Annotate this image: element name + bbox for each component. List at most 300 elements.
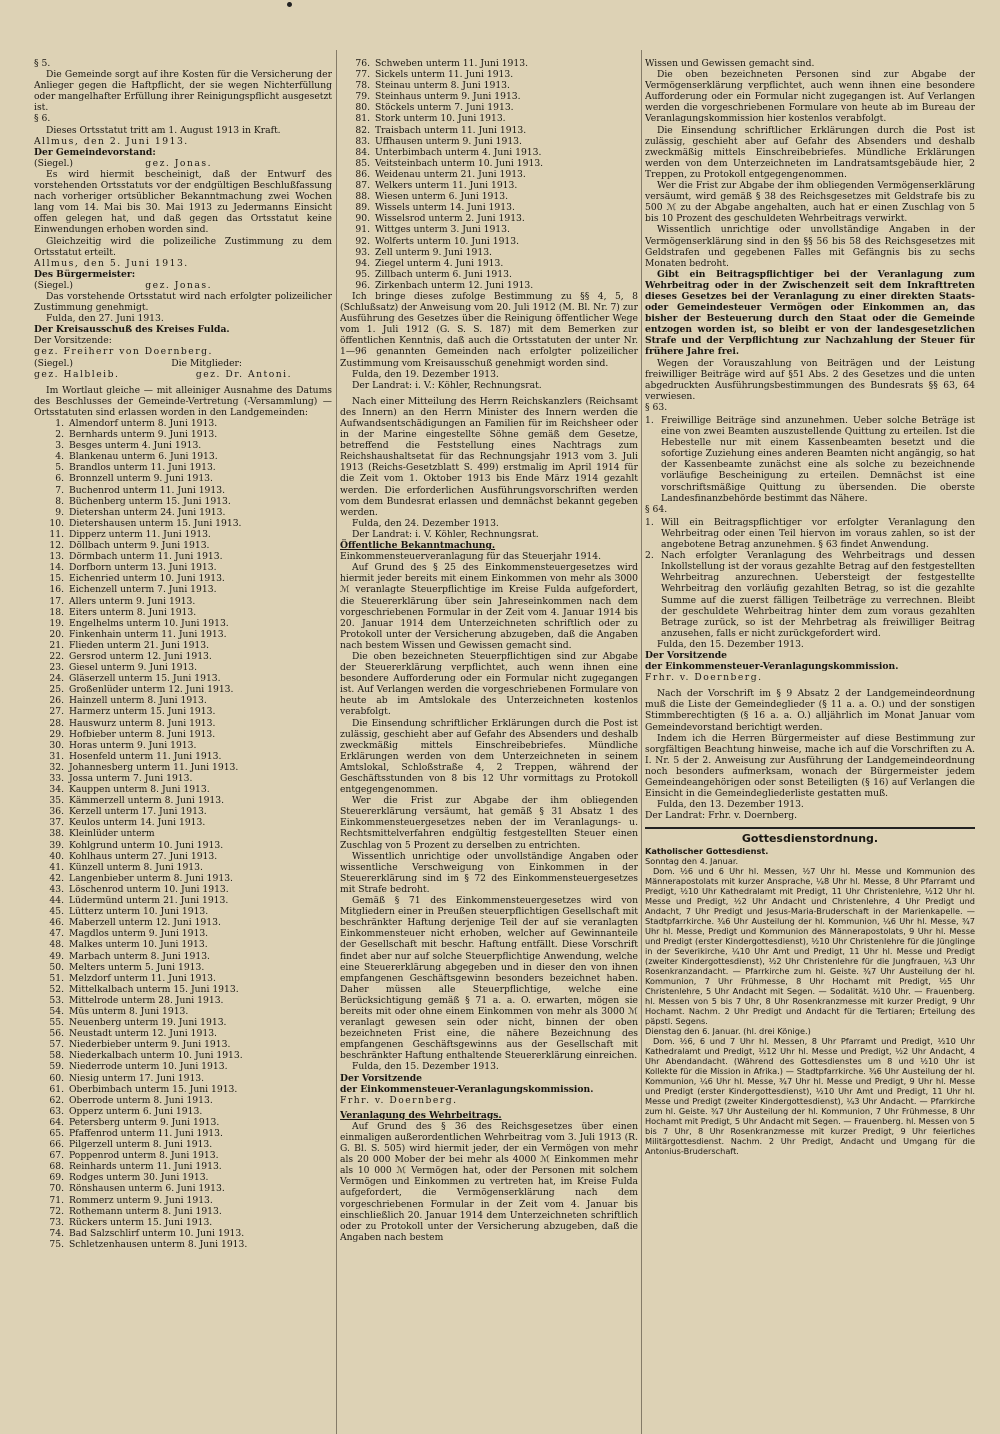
item-text: Dorfborn unterm 13. Juni 1913. [69,562,217,574]
item-number: 27. [49,706,64,718]
item-text: Dietershausen unterm 15. Juni 1913. [69,517,242,529]
item-text: Hauswurz unterm 8. Juni 1913. [69,717,216,729]
item-text: Künzell unterm 8. Juni 1913. [69,861,203,873]
municipality-item [340,224,638,235]
item-text: Buchenrod unterm 11. Juni 1913. [69,484,226,496]
item-text: Stork unterm 10. Juni 1913. [375,113,506,125]
notice-title: Öffentliche Bekanntmachung. [340,540,496,552]
item-number: 50. [49,961,64,973]
item-number: 60. [49,1072,64,1084]
list-item: 2. Nach erfolgter Veranlagung des Wehrbeitrags und dessen Inkollstellung ist der voraus gezahlte Betrag auf den festgestellten Wehrbeitrag anzurechnen. Uebersteigt der festgestellte Wehrbeitrag den vorläufig gezahlten Betrag, so ist die gezahlte Summe auf die zuerst fälligen Teilbeträge zu verrechnen. Bleibt der geschuldete Wehrbeitrag hinter dem zum voraus gezahlten Betrage zurück, so ist der Mehrbetrag als freiwilliger Beitrag anzusehen, falls er nicht zurückgefordert wird. [645,550,975,639]
signature: gez. Dr. Antoni. [195,368,292,380]
municipality-item [34,651,332,662]
item-text: Kleinlüder unterm [69,828,155,840]
municipality-item [340,58,638,69]
municipality-item [34,984,332,995]
item-number: 91. [355,224,370,236]
municipality-item [34,540,332,551]
item-number: 44. [49,895,64,907]
item-number: 62. [49,1094,64,1106]
municipality-item [34,1073,332,1084]
item-number: 11. [49,528,64,540]
item-text: Rodges unterm 30. Juni 1913. [69,1172,209,1184]
item-text: Müs unterm 8. Juni 1913. [69,1005,189,1017]
item-number: 2. [55,429,64,441]
paragraph: Dieses Ortsstatut tritt am 1. August 1913 in Kraft. [46,124,281,136]
seal-label: (Siegel.) [34,357,74,369]
paragraph: Wissen und Gewissen gemacht sind. [645,58,815,69]
item-number: 48. [49,939,64,951]
item-text: Eichenzell unterm 7. Juni 1913. [69,584,217,596]
column-rule [336,50,337,1434]
municipality-item [34,695,332,706]
service-order-title: Gottesdienstordnung. [741,832,879,846]
item-number: 21. [49,639,64,651]
item-text: Schweben unterm 11. Juni 1913. [375,58,529,69]
item-number: 6. [55,473,64,485]
item-number: 43. [49,883,64,895]
item-text: Opperz unterm 6. Juni 1913. [69,1105,203,1117]
item-number: 90. [355,213,370,225]
numbered-list [645,415,975,504]
item-text: Marbach unterm 8. Juni 1913. [69,950,210,962]
paragraph: Wissentlich unrichtige oder unvollständige Angaben oder wissentliche Verschweigung von Einkommen in der Steuererklärung sind im § 72 des Einkommensteuergesetzes mit Strafe bedroht. [340,850,638,895]
column-3 [645,58,975,1428]
municipality-item [34,1084,332,1095]
item-number: 56. [49,1028,64,1040]
section-title: Veranlagung des Wehrbeitrags. [340,1109,502,1121]
item-text: Rückers unterm 15. Juni 1913. [69,1216,213,1228]
item-number: 41. [49,861,64,873]
item-text: Hainzell unterm 8. Juni 1913. [69,695,207,707]
municipality-item [340,69,638,80]
municipality-item [340,91,638,102]
item-number: 79. [355,91,370,103]
municipality-item [34,817,332,828]
paragraph: Die Gemeinde sorgt auf ihre Kosten für die Versicherung der Anlieger gegen die Haftpflicht, der sie wegen Nichterfüllung oder mangelhafter Erfüllung ihrer Reinigungspflicht ausgesetzt ist. [34,69,332,114]
signature-line: Der Landrat: Frhr. v. Doernberg. [645,810,798,822]
municipality-item [34,485,332,496]
item-text: Wiesen unterm 6. Juni 1913. [375,191,508,203]
divider [645,827,975,829]
item-number: 85. [355,157,370,169]
item-text: Johannesberg unterm 11. Juni 1913. [69,761,239,773]
item-text: Bronnzell unterm 9. Juni 1913. [69,473,213,485]
list-item: 1. Freiwillige Beiträge sind anzunehmen. Ueber solche Beträge ist eine von zwei Beamten auszustellende Quittung zu erteilen. Ist die Hebestelle nur mit einem Kassenbeamten besetzt und die sofortige Zuziehung eines anderen Beamten nicht angängig, so hat der Kassenbeamte zunächst eine als solche zu bezeichnende vorläufige Bescheinigung zu erteilen. Demnächst ist eine vorschriftsmäßige Quittung zu übersenden. Die oberste Landesfinanzbehörde bestimmt das Nähere. [645,415,975,504]
item-text: Rönshausen unterm 6. Juni 1913. [69,1183,225,1195]
item-text: Keulos unterm 14. Juni 1913. [69,817,206,829]
item-number: 96. [355,279,370,291]
service-text: Dom. ½6, 6 und 7 Uhr hl. Messen, 8 Uhr Pfarramt und Predigt, ½10 Uhr Kathedralamt und Predigt, ½12 Uhr hl. Messe und Predigt, ½2 Uhr Andacht, 4 Uhr Abendandacht. (Während des Gottesdienstes um 8 und ½10 Uhr ist Kollekte für die Mission in Afrika.) — Stadtpfarrkirche. ¾6 Uhr Austeilung der hl. Kommunion, ¼6 Uhr hl. Messe, ¾7 Uhr hl. Messe und Predigt, 9 Uhr hl. Messe und Predigt (erster Kindergottesdienst), ½10 Uhr Amt und Predigt, 11 Uhr hl. Messe und Predigt (zweiter Kindergottesdienst), ¼3 Uhr Andacht. — Pfarrkirche zum hl. Geiste. ¾7 Uhr Austeilung der hl. Kommunion, 7 Uhr Frühmesse, 8 Uhr Hochamt mit Predigt, 5 Uhr Andacht mit Segen. — Frauenberg. hl. Messen von 5 bis 7 Uhr, 8 Uhr Rosenkranzmesse mit kurzer Predigt, 9 Uhr feierliches Militärgottesdienst. Nachm. 2 Uhr Predigt, Andacht und Umgang für die Antonius-Bruderschaft. [645,1036,975,1157]
item-text: Eichenried unterm 10. Juni 1913. [69,573,225,585]
item-number: 38. [49,828,64,840]
item-number: 35. [49,795,64,807]
item-number: 8. [55,495,64,507]
seal-signature-row [34,158,332,169]
chair-label: Der Vorsitzende [645,649,728,661]
item-text: Oberrode unterm 8. Juni 1913. [69,1094,213,1106]
item-number: 73. [49,1216,64,1228]
item-number: 10. [49,517,64,529]
item-number: 47. [49,928,64,940]
municipality-item [34,939,332,950]
item-number: 24. [49,673,64,685]
item-number: 34. [49,784,64,796]
signature-heading: Des Bürgermeister: [34,268,136,280]
municipality-item [34,684,332,695]
item-number: 81. [355,113,370,125]
item-text: Uffhausen unterm 9. Juni 1913. [375,135,522,147]
item-number: 32. [49,761,64,773]
municipality-item [34,1161,332,1172]
item-number: 55. [49,1017,64,1029]
paragraph: Gleichzeitig wird die polizeiliche Zustimmung zu dem Ortsstatut erteilt. [34,235,332,258]
item-text: Büchenberg unterm 15. Juni 1913. [69,495,231,507]
column-rule [641,50,642,1434]
municipality-item [34,1095,332,1106]
item-number: 70. [49,1183,64,1195]
paragraph: Wer die Frist zur Abgabe der ihm obliegenden Steuererklärung versäumt, hat gemäß § 31 Absatz 1 des Einkommensteuergesetzes neben der im Veranlagungs- u. Rechtsmittelverfahren endgültig festgestellten Steuer einen Zuschlag von 5 Prozent zu derselben zu entrichten. [340,795,638,851]
municipality-item [34,740,332,751]
item-number: 74. [49,1227,64,1239]
municipality-item [34,529,332,540]
item-number: 92. [355,235,370,247]
municipality-item [34,1106,332,1117]
municipality-list [340,58,638,291]
item-number: 28. [49,717,64,729]
municipality-item [34,518,332,529]
notice-subtitle: Einkommensteuerveranlagung für das Steuerjahr 1914. [340,551,602,563]
municipality-item [34,1061,332,1072]
item-text: Rommerz unterm 9. Juni 1913. [69,1194,213,1206]
item-text: Niederkalbach unterm 10. Juni 1913. [69,1050,243,1062]
item-text: Maberzell unterm 12. Juni 1913. [69,917,221,929]
item-text: Brandlos unterm 11. Juni 1913. [69,462,216,474]
paragraph: Die Einsendung schriftlicher Erklärungen durch die Post ist zulässig, geschieht aber auf Gefahr des Absenders und deshalb zweckmäßig mittels Einschreibebriefes. Mündliche Erklärungen werden von dem Unterzeichneten im Landratsamtsgebäude hier, 2 Treppen, zu Protokoll entgegengenommen. [645,124,975,180]
item-text: Blankenau unterm 6. Juni 1913. [69,451,218,463]
seal-members-row [34,358,332,369]
item-number: 16. [49,584,64,596]
item-text: Zell unterm 9. Juni 1913. [375,246,492,258]
item-number: 23. [49,662,64,674]
municipality-item [34,795,332,806]
item-text: Wisselsrod unterm 2. Juni 1913. [375,213,525,225]
item-number: 12. [49,540,64,552]
item-text: Malkes unterm 10. Juni 1913. [69,939,208,951]
item-text: Pfaffenrod unterm 11. Juni 1913. [69,1128,223,1139]
commission-label: der Einkommensteuer-Veranlagungskommission. [645,661,899,673]
item-text: Großenlüder unterm 12. Juni 1913. [69,684,234,696]
item-text: Döllbach unterm 9. Juni 1913. [69,540,210,552]
item-text: Melzdorf unterm 11. Juni 1913. [69,972,216,984]
municipality-item [34,873,332,884]
service-order [645,846,975,1156]
item-number: 37. [49,817,64,829]
ink-dot [287,2,292,7]
item-text: Unterbimbach unterm 4. Juni 1913. [375,146,542,158]
municipality-item [34,451,332,462]
signature: gez. Halbleib. [34,368,120,380]
item-number: 80. [355,102,370,114]
item-number: 33. [49,773,64,784]
members-row [34,369,332,380]
item-number: 9. [55,506,64,518]
municipality-item [34,1239,332,1250]
item-text: Dörmbach unterm 11. Juni 1913. [69,551,223,563]
paragraph: Auf Grund des § 25 des Einkommensteuergesetzes wird hiermit jeder bereits mit einem Einkommen von mehr als 3000 ℳ veranlagte Steuerpflichtige im Kreise Fulda aufgefordert, die Steuererklärung über sein Jahreseinkommen nach dem vorgeschriebenen Formular in der Zeit vom 4. Januar 1914 bis 20. Januar 1914 dem Unterzeichneten schriftlich oder zu Protokoll unter der Versicherung abzugeben, daß die Angaben nach bestem Wissen und Gewissen gemacht sind. [340,562,638,651]
paragraph: Nach einer Mitteilung des Herrn Reichskanzlers (Reichsamt des Innern) an den Herrn Minister des Innern werden die Aufwandsentschädigungen an Familien für im Reichsheer oder in der Marine eingestellte Söhne gemäß dem Gesetze, betreffend die Feststellung eines Nachtrags zum Reichshaushaltsetat für das Rechnungsjahr 1913 vom 3. Juli 1913 (Reichs-Gesetzblatt S. 499) erstmalig im April 1914 für die Zeit vom 1. Oktober 1913 bis Ende März 1914 gezahlt werden. Die erforderlichen Ausführungsvorschriften werden vom dem Bundesrat erlassen und demnächst bekannt gegeben werden. [340,395,638,518]
item-text: Eiters unterm 8. Juni 1913. [69,606,197,618]
item-text: Steinau unterm 8. Juni 1913. [375,80,510,92]
municipality-item [34,584,332,595]
item-number: 89. [355,202,370,214]
column-2 [340,58,638,1428]
paragraph: Die Einsendung schriftlicher Erklärungen durch die Post ist zulässig, geschieht aber auf Gefahr des Absenders und deshalb zweckmäßig mittels Einschreibebriefes. Mündliche Erklärungen werden von dem Unterzeichneten in seinem Amtslokal, Schloßstraße 4, 2 Treppen, während der Geschäftsstunden von 8 bis 12 Uhr vormittags zu Protokoll entgegengenommen. [340,717,638,796]
municipality-item [34,462,332,473]
municipality-item [34,429,332,440]
item-text: Weidenau unterm 21. Juni 1913. [375,168,526,180]
item-number: 31. [49,750,64,762]
signature: gez. Jonas. [145,279,212,291]
municipality-item [34,906,332,917]
list-item: 1. Will ein Beitragspflichtiger vor erfolgter Veranlagung den Wehrbeitrag oder einen Teil hiervon im voraus zahlen, so ist der angebotene Betrag anzunehmen. § 63 findet Anwendung. [645,516,975,551]
item-number: 22. [49,650,64,662]
municipality-item [340,136,638,147]
item-number: 78. [355,80,370,92]
municipality-item [34,1006,332,1017]
paragraph: Ich bringe dieses zufolge Bestimmung zu §§ 4, 5, 8 (Schlußsatz) der Anweisung vom 20. Juli 1912 (M. Bl. Nr. 7) zur Ausführung des Gesetzes über die Reinigung öffentlicher Wege vom 1. Juli 1912 (G. S. S. 187) mit dem Bemerken zur öffentlichen Kenntnis, daß auch die Ortsstatuten der unter Nr. 1—96 genannten Gemeinden nach erfolgter polizeilicher Zustimmung vom Kreisausschuß genehmigt worden sind. [340,290,638,369]
members-label: Die Mitglieder: [171,357,242,369]
item-text: Mittelrode unterm 28. Juni 1913. [69,994,224,1006]
paragraph: Wegen der Vorauszahlung von Beiträgen und der Leistung freiwilliger Beiträge wird auf §51 Abs. 2 des Gesetzes und die unten abgedruckten Ausführungsbestimmungen des Bundesrats §§ 63, 64 verwiesen. [645,357,975,402]
item-number: 54. [49,1005,64,1017]
municipality-item [34,973,332,984]
section-heading: § 64. [645,503,668,515]
municipality-item [34,884,332,895]
item-text: Steinhaus unterm 9. Juni 1913. [375,91,521,103]
municipality-item [34,951,332,962]
item-number: 4. [55,451,64,463]
item-text: Hosenfeld unterm 11. Juni 1913. [69,750,222,762]
item-text: Oberbimbach unterm 15. Juni 1913. [69,1083,238,1095]
municipality-item [340,280,638,291]
item-text: Horas unterm 9. Juni 1913. [69,739,197,751]
municipality-item [34,840,332,851]
municipality-list [34,418,332,1250]
item-number: 82. [355,124,370,136]
municipality-item [340,180,638,191]
municipality-item [340,258,638,269]
municipality-item [34,928,332,939]
paragraph: Es wird hiermit bescheinigt, daß der Entwurf des vorstehenden Ortsstatuts vor der endgültigen Beschlußfassung nach vorheriger ortsüblicher Bekanntmachung zwei Wochen lang vom 14. Mai bis 30. Mai 1913 zu Jedermanns Einsicht offen gelegen hat, und daß gegen das Ortsstatut keine Einwendungen erhoben worden sind. [34,168,332,236]
item-text: Welkers unterm 11. Juni 1913. [375,180,518,192]
item-number: 53. [49,994,64,1006]
item-number: 94. [355,257,370,269]
item-number: 13. [49,551,64,563]
item-text: Neuenberg unterm 19. Juni 1913. [69,1017,227,1029]
paragraph: Wer die Frist zur Abgabe der ihm obliegenden Vermögenserklärung versäumt, wird gemäß § 38 des Reichsgesetzes mit Geldstrafe bis zu 500 ℳ zu der Abgabe angehalten, auch hat er einen Zuschlag von 5 bis 10 Prozent des geschuldeten Wehrbeitrags verwirkt. [645,180,975,225]
service-date: Sonntag den 4. Januar. [645,856,739,867]
municipality-item [34,551,332,562]
item-number: 67. [49,1150,64,1162]
column-1 [34,58,332,1428]
municipality-item [340,147,638,158]
committee-heading: Der Kreisausschuß des Kreises Fulda. [34,324,230,336]
municipality-item [34,418,332,429]
place-date: Allmus, den 5. Juni 1913. [34,257,189,269]
municipality-item [34,729,332,740]
item-number: 7. [55,484,64,496]
item-text: Gläserzell unterm 15. Juni 1913. [69,673,221,685]
item-number: 14. [49,562,64,574]
item-text: Kauppen unterm 8. Juni 1913. [69,784,210,796]
item-text: Besges unterm 4. Juni 1913. [69,440,202,452]
item-text: Hofbieber unterm 8. Juni 1913. [69,728,216,740]
item-text: Zillbach unterm 6. Juni 1913. [375,268,512,280]
paragraph: Das vorstehende Ortsstatut wird nach erfolgter polizeilicher Zustimmung genehmigt. [34,290,332,314]
item-text: Dipperz unterm 11. Juni 1913. [69,528,211,540]
signature-line: Der Landrat: i. V.: Köhler, Rechnungsrat. [352,379,542,391]
municipality-item [34,662,332,673]
item-number: 95. [355,268,370,280]
date-line: Fulda, den 24. Dezember 1913. [352,517,499,529]
municipality-item [34,862,332,873]
municipality-item [34,962,332,973]
chair-label: Der Vorsitzende [340,1072,423,1084]
municipality-item [340,125,638,136]
item-text: Melters unterm 5. Juni 1913. [69,961,205,973]
item-text: Niesig unterm 17. Juni 1913. [69,1072,205,1084]
item-number: 49. [49,950,64,962]
municipality-item [340,247,638,258]
item-text: Reinhards unterm 11. Juni 1913. [69,1161,222,1173]
municipality-item [34,673,332,684]
item-text: Kohlgrund unterm 10. Juni 1913. [69,839,224,851]
item-number: 93. [355,246,370,258]
municipality-item [340,80,638,91]
municipality-item [340,213,638,224]
municipality-item [34,762,332,773]
item-number: 5. [55,462,64,474]
signature-heading: Der Gemeindevorstand: [34,146,156,158]
place-date: Allmus, den 2. Juni 1913. [34,135,189,147]
item-number: 36. [49,806,64,818]
municipality-item [34,895,332,906]
section-heading: § 6. [34,113,51,125]
item-text: Sickels unterm 11. Juni 1913. [375,69,514,81]
item-number: 75. [49,1238,64,1250]
date-line: Fulda, den 13. Dezember 1913. [657,799,804,811]
item-text: Gersrod unterm 12. Juni 1913. [69,650,212,662]
municipality-item [34,1117,332,1128]
item-text: Finkenhain unterm 11. Juni 1913. [69,628,227,640]
item-text: Wolferts unterm 10. Juni 1913. [375,235,520,247]
signature: gez. Jonas. [145,157,212,169]
numbered-list [645,517,975,639]
municipality-item [34,851,332,862]
paragraph: Indem ich die Herren Bürgermeister auf diese Bestimmung zur sorgfältigen Beachtung hinweise, mache ich auf die Vorschriften zu A. I. Nr. 5 der 2. Anweisung zur Ausführung der Landgemeindeordnung noch besonders aufmerksam, wonach der Bürgermeister jedem Gemeindeangehörigen oder sonst Beteiligten (§ 16) auf Verlangen die Einsicht in die Gemeindegliederliste gestatten muß. [645,732,975,800]
item-text: Petersberg unterm 9. Juni 1913. [69,1116,220,1128]
item-number: 66. [49,1139,64,1151]
item-number: 84. [355,146,370,158]
item-text: Wissels unterm 14. Juni 1913. [375,202,515,214]
item-text: Giesel unterm 9. Juni 1913. [69,662,198,674]
item-number: 69. [49,1172,64,1184]
item-text: Veitsteinbach unterm 10. Juni 1913. [375,157,544,169]
municipality-item [340,191,638,202]
item-text: Kämmerzell unterm 8. Juni 1913. [69,795,225,807]
item-text: Schletzenhausen unterm 8. Juni 1913. [69,1238,248,1250]
municipality-item [34,1028,332,1039]
municipality-item [340,236,638,247]
municipality-item [34,496,332,507]
municipality-item [340,269,638,280]
item-number: 57. [49,1039,64,1051]
paragraph: Die oben bezeichneten Personen sind zur Abgabe der Vermögenserklärung verpflichtet, auch wenn ihnen eine besondere Aufforderung oder ein Formular nicht zugegangen ist. Auf Verlangen werden die vorgeschriebenen Formulare von heute ab im Bureau der Veranlagungskommission hier kostenlos verabfolgt. [645,69,975,125]
municipality-item [340,102,638,113]
item-number: 1. [55,418,64,429]
municipality-item [34,718,332,729]
chairman-label: Der Vorsitzende: [34,335,112,347]
municipality-item [34,1128,332,1139]
item-number: 17. [49,595,64,607]
section-heading: § 5. [34,58,51,69]
municipality-item [34,607,332,618]
municipality-item [34,1228,332,1239]
municipality-item [34,562,332,573]
municipality-item [34,507,332,518]
municipality-item [340,113,638,124]
municipality-item [340,169,638,180]
item-number: 83. [355,135,370,147]
municipality-item [34,995,332,1006]
municipality-item [34,1195,332,1206]
municipality-item [34,1206,332,1217]
item-number: 3. [55,440,64,452]
item-text: Lüdermünd unterm 21. Juni 1913. [69,895,229,907]
municipality-item [34,573,332,584]
municipality-item [34,640,332,651]
item-number: 40. [49,850,64,862]
item-text: Wittges unterm 3. Juni 1913. [375,224,510,236]
item-text: Kerzell unterm 17. Juni 1913. [69,806,207,818]
item-text: Ziegel unterm 4. Juni 1913. [375,257,504,269]
item-number: 61. [49,1083,64,1095]
date-line: Fulda, den 15. Dezember 1913. [657,638,804,650]
municipality-item [34,806,332,817]
municipality-item [34,1150,332,1161]
signature: Frhr. v. Doernberg. [645,672,763,684]
municipality-item [34,1217,332,1228]
signature-line: Der Landrat: i. V. Köhler, Rechnungsrat. [352,528,539,540]
item-number: 26. [49,695,64,707]
item-text: Engelhelms unterm 10. Juni 1913. [69,617,229,629]
municipality-item [34,751,332,762]
paragraph: Im Wortlaut gleiche — mit alleiniger Ausnahme des Datums des Beschlusses der Gemeinde-Vertretung (-Versammlung) — Ortsstatuten sind erlassen worden in den Landgemeinden: [34,384,332,418]
seal-label: (Siegel.) [34,279,74,291]
item-text: Magdlos unterm 9. Juni 1913. [69,928,209,940]
municipality-item [34,784,332,795]
municipality-item [34,618,332,629]
item-text: Bernhards unterm 9. Juni 1913. [69,429,218,441]
paragraph: Auf Grund des § 36 des Reichsgesetzes über einen einmaligen außerordentlichen Wehrbeitrag vom 3. Juli 1913 (R. G. Bl. S. 505) wird hiermit jeder, der ein Vermögen von mehr als 20 000 Mober der bei mehr als 4000 ℳ Einkommen mehr als 10 000 ℳ Vermögen hat, oder der Personen mit solchem Vermögen und Einkommen zu vertreten hat, im Kreise Fulda aufgefordert, die Vermögenserklärung nach dem vorgeschriebenen Formular in der Zeit vom 4. Januar bis einschließlich 20. Januar 1914 dem Unterzeichneten schriftlich oder zu Protokoll unter der Versicherung abzugeben, daß die Angaben nach bestem [340,1120,638,1243]
item-text: Mittelkalbach unterm 15. Juni 1913. [69,983,239,995]
item-text: Bad Salzschlirf unterm 10. Juni 1913. [69,1227,245,1239]
municipality-item [34,596,332,607]
item-number: 29. [49,728,64,740]
item-number: 64. [49,1116,64,1128]
paragraph: Die oben bezeichneten Steuerpflichtigen sind zur Abgabe der Steuererklärung verpflichtet, auch wenn ihnen eine besondere Aufforderung oder ein Formular nicht zugegangen ist. Auf Verlangen werden die vorgeschriebenen Formulare von heute ab im Amtslokale des Unterzeichneten kostenlos verabfolgt. [340,650,638,718]
